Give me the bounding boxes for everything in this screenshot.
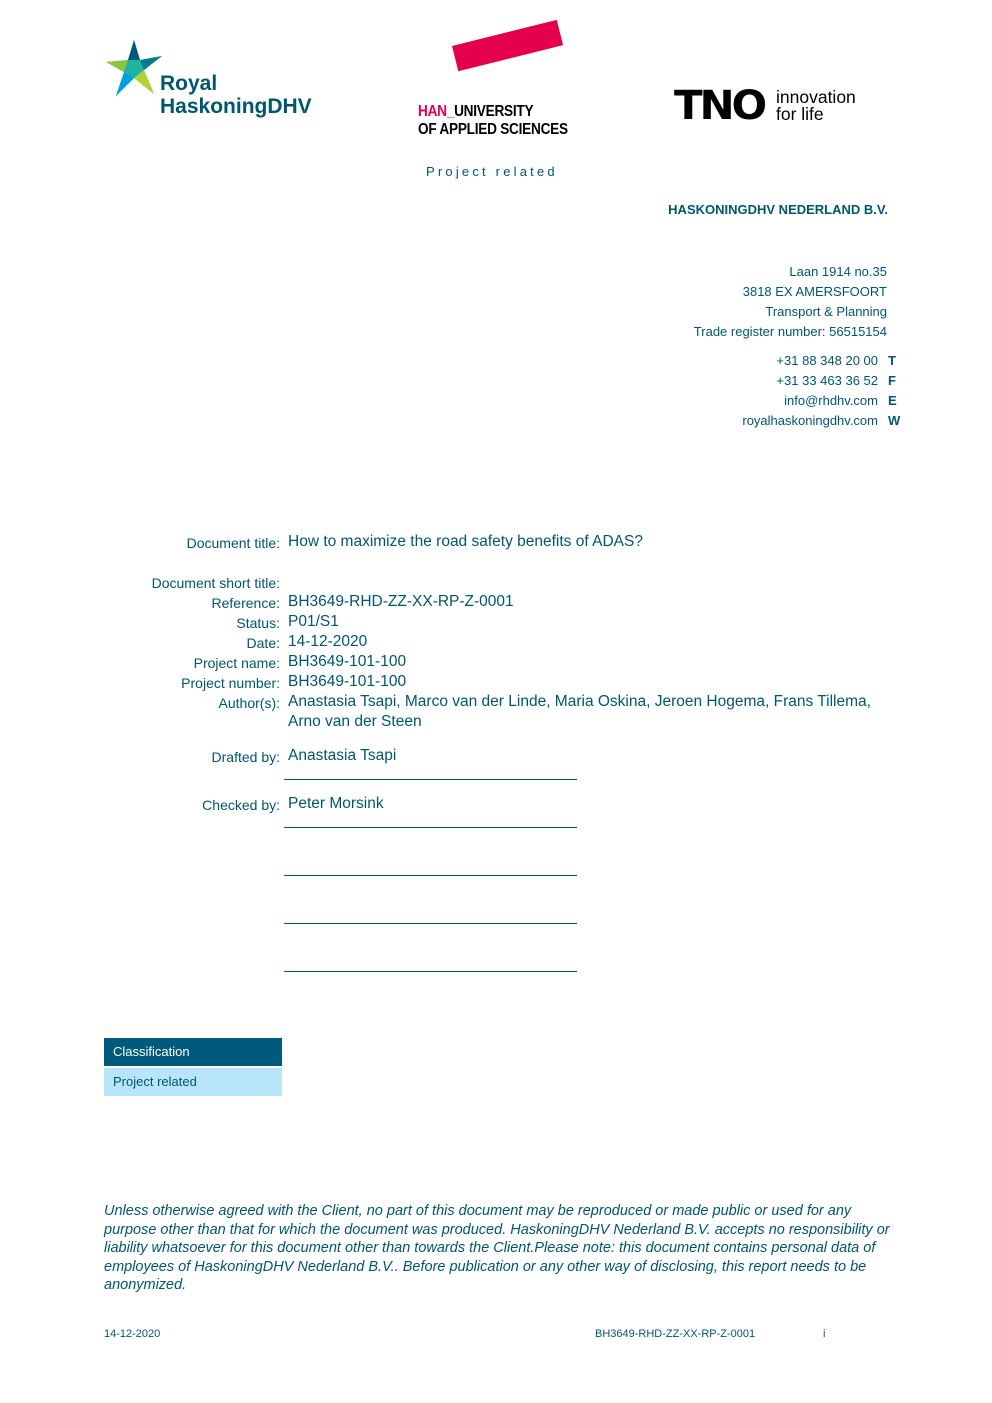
tno-letters: TNO: [674, 83, 765, 129]
signature-line: [284, 875, 577, 876]
date-value: 14-12-2020: [288, 633, 368, 650]
project-name-value: BH3649-101-100: [288, 653, 407, 670]
han-wordmark-line2: OF APPLIED SCIENCES: [418, 121, 568, 138]
document-title-label: Document title:: [186, 535, 280, 551]
project-name-label: Project name:: [193, 655, 280, 671]
contact-phone-value: +31 88 348 20 00: [776, 353, 878, 368]
address-line: 3818 EX AMERSFOORT: [742, 284, 887, 299]
company-address: [694, 262, 887, 342]
header-classification: Project related: [426, 164, 558, 179]
address-line: Transport & Planning: [765, 304, 887, 319]
contact-fax: [742, 371, 906, 391]
disclaimer-text: Unless otherwise agreed with the Client, no part of this document may be reproduced or made public or used for any purpose other than that for which the document was produced. HaskoningDHV Nederland B.V. accepts no responsibility or liability whatsoever for this document other than towards the Client.Please note: this document contains personal data of employees of HaskoningDHV Nederland B.V.. Before publication or any other way of disclosing, this report needs to be anonymized.: [104, 1203, 890, 1294]
han-red-bar-icon: [452, 20, 563, 71]
contact-website-letter: W: [888, 413, 901, 428]
han-red-text: HAN_: [418, 103, 455, 120]
classification-value: Project related: [104, 1068, 282, 1096]
document-short-title-label: Document short title:: [151, 575, 280, 591]
contact-website: [742, 411, 906, 431]
document-title-value: How to maximize the road safety benefits of ADAS?: [288, 533, 643, 550]
checked-signature-line: [284, 827, 577, 828]
drafted-by-value: Anastasia Tsapi: [288, 747, 397, 764]
project-number-value: BH3649-101-100: [288, 673, 407, 690]
signature-line: [284, 923, 577, 924]
date-label: Date:: [246, 635, 280, 651]
contact-phone-letter: T: [888, 353, 896, 368]
han-wordmark-line1: [418, 103, 533, 121]
checked-by-value: Peter Morsink: [288, 795, 384, 812]
drafted-signature-line: [284, 779, 577, 780]
rhdhv-star-icon: [104, 38, 166, 100]
footer-page-number: i: [823, 1328, 826, 1340]
rhdhv-wordmark-line2: HaskoningDHV: [160, 95, 312, 118]
contact-fax-letter: F: [888, 373, 896, 388]
reference-label: Reference:: [211, 595, 280, 611]
classification-heading: Classification: [104, 1038, 282, 1066]
han-line1-text: UNIVERSITY: [454, 103, 534, 120]
royal-haskoningdhv-logo: [104, 38, 344, 124]
contact-fax-value: +31 33 463 36 52: [776, 373, 878, 388]
company-name: HASKONINGDHV NEDERLAND B.V.: [668, 202, 888, 217]
status-label: Status:: [236, 615, 280, 631]
address-line: Laan 1914 no.35: [789, 264, 887, 279]
contact-email-letter: E: [888, 393, 897, 408]
reference-value: BH3649-RHD-ZZ-XX-RP-Z-0001: [288, 593, 514, 610]
tno-tagline-line2: for life: [776, 104, 824, 124]
contact-email: [742, 391, 906, 411]
checked-by-label: Checked by:: [202, 797, 280, 813]
signature-line: [284, 971, 577, 972]
drafted-by-label: Drafted by:: [211, 749, 280, 765]
tno-logo: [674, 83, 894, 132]
address-line: Trade register number: 56515154: [693, 324, 887, 339]
contact-website-value: royalhaskoningdhv.com: [742, 413, 878, 428]
authors-label: Author(s):: [218, 695, 280, 711]
footer-date: 14-12-2020: [104, 1328, 161, 1340]
company-contacts: [742, 351, 906, 431]
footer-reference: BH3649-RHD-ZZ-XX-RP-Z-0001: [595, 1328, 756, 1340]
contact-phone: [742, 351, 906, 371]
project-number-label: Project number:: [181, 675, 280, 691]
rhdhv-wordmark-line1: Royal: [160, 72, 218, 95]
han-university-logo: [416, 40, 576, 142]
contact-email-value: info@rhdhv.com: [784, 393, 878, 408]
status-value: P01/S1: [288, 613, 339, 630]
authors-value: Anastasia Tsapi, Marco van der Linde, Maria Oskina, Jeroen Hogema, Frans Tillema, Arno van der Steen: [288, 693, 871, 730]
tno-tagline-line1: innovation: [776, 87, 856, 107]
